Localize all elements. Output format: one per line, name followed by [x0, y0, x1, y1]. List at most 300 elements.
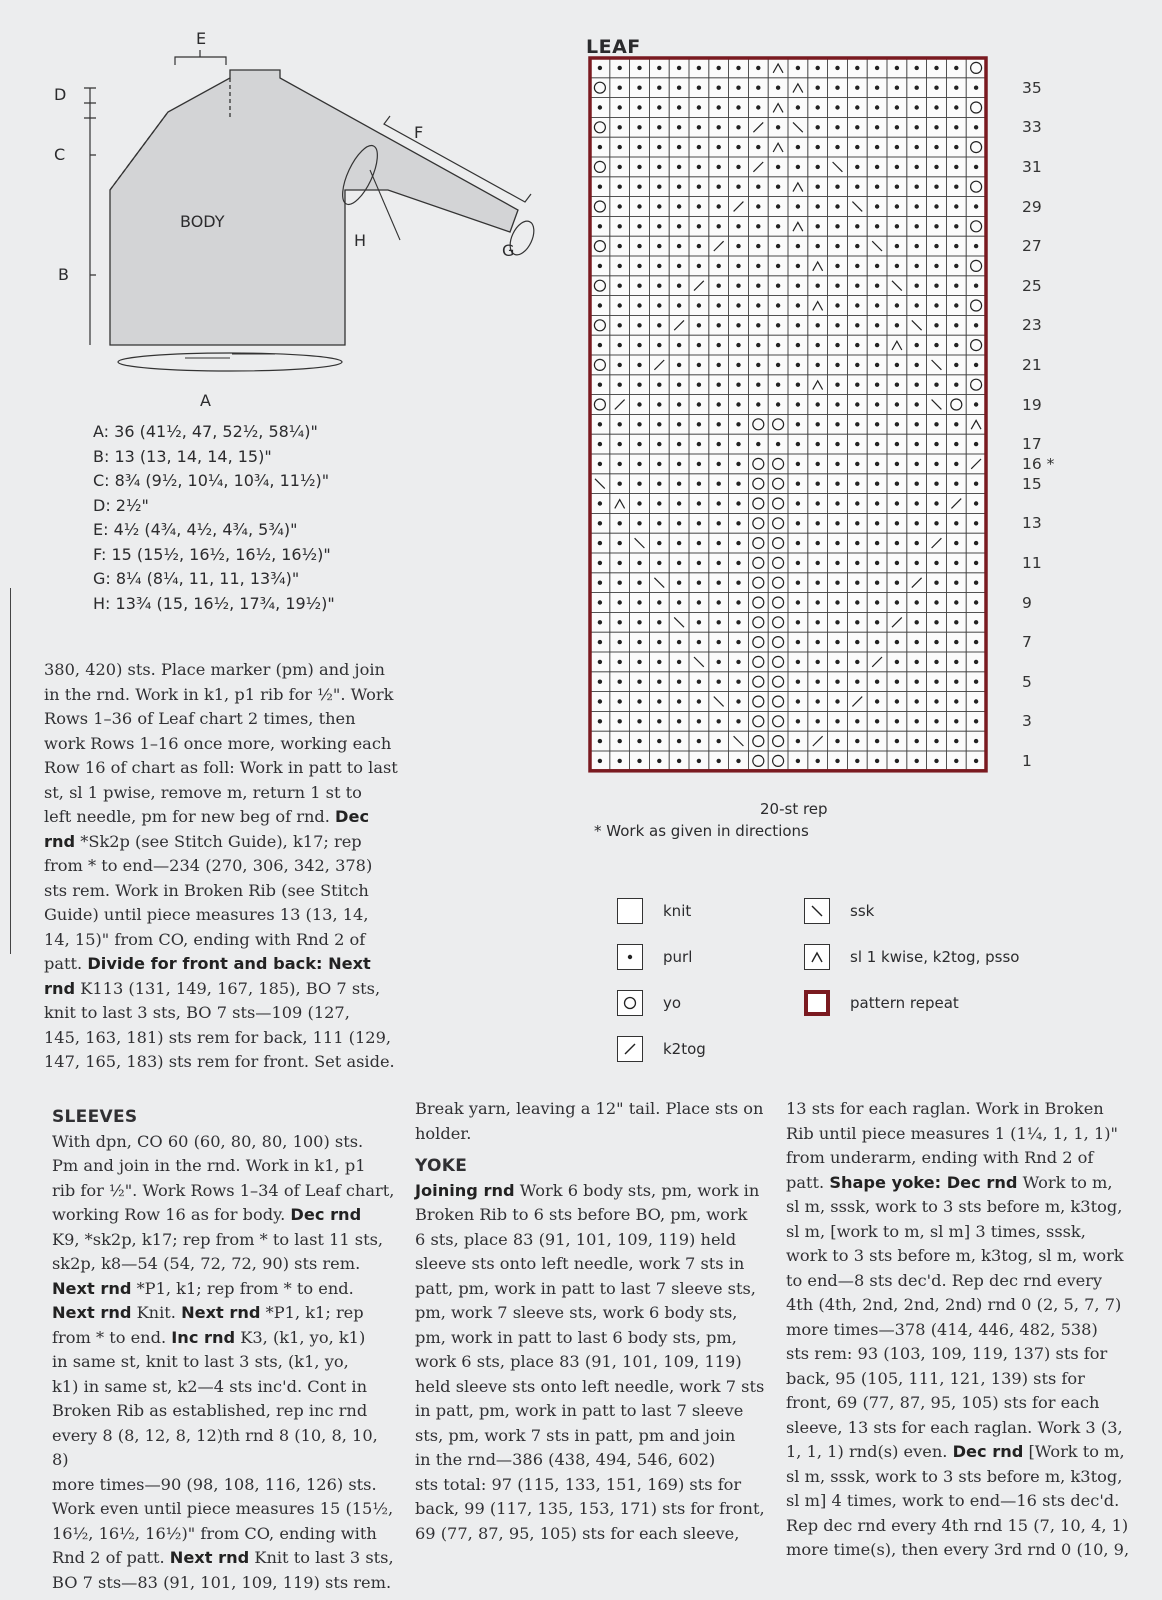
purl-symbol [875, 699, 879, 703]
purl-symbol [637, 561, 641, 565]
text-line [44, 683, 394, 708]
purl-symbol [835, 105, 839, 109]
purl-symbol [835, 224, 839, 228]
purl-symbol [954, 165, 958, 169]
purl-symbol [677, 303, 681, 307]
purl-symbol [816, 125, 820, 129]
text-run: from * to end—234 (270, 306, 342, 378) [44, 856, 373, 875]
purl-symbol [776, 363, 780, 367]
purl-symbol [934, 86, 938, 90]
purl-symbol [895, 105, 899, 109]
purl-symbol [637, 204, 641, 208]
purl-symbol [954, 640, 958, 644]
purl-symbol [598, 145, 602, 149]
purl-symbol [637, 739, 641, 743]
key-item [617, 944, 692, 970]
text-run: Row 16 of chart as foll: Work in patt to last [44, 758, 398, 777]
purl-symbol [934, 303, 938, 307]
purl-symbol [677, 699, 681, 703]
purl-symbol [954, 600, 958, 604]
measurement-line: A: 36 (41½, 47, 52½, 58¼)" [93, 422, 318, 441]
measurement-line: D: 2½" [93, 495, 149, 515]
key-label: purl [663, 948, 693, 966]
purl-symbol [915, 284, 919, 288]
purl-symbol [974, 165, 978, 169]
purl-symbol [934, 482, 938, 486]
purl-symbol [717, 581, 721, 585]
purl-symbol [855, 303, 859, 307]
purl-symbol [598, 620, 602, 624]
purl-symbol [677, 284, 681, 288]
purl-symbol [816, 343, 820, 347]
purl-symbol [756, 442, 760, 446]
purl-symbol [697, 581, 701, 585]
purl-symbol [934, 600, 938, 604]
purl-symbol [855, 501, 859, 505]
purl-symbol [915, 620, 919, 624]
text-line [44, 903, 394, 928]
purl-symbol [776, 224, 780, 228]
purl-symbol [895, 204, 899, 208]
text-line [52, 1179, 397, 1204]
row-number: 11 [1022, 554, 1042, 572]
purl-symbol [816, 620, 820, 624]
purl-symbol [835, 204, 839, 208]
text-run: sl m, [work to m, sl m] 3 times, sssk, [786, 1221, 1086, 1241]
purl-symbol [697, 343, 701, 347]
purl-symbol [736, 482, 740, 486]
purl-symbol [835, 719, 839, 723]
purl-symbol [954, 343, 958, 347]
text-line [44, 854, 394, 879]
text-line [44, 805, 394, 830]
text-run: Break yarn, leaving a 12" tail. Place sts on [415, 1099, 764, 1118]
purl-symbol [717, 600, 721, 604]
purl-symbol [875, 422, 879, 426]
text-line [786, 1195, 1156, 1220]
purl-symbol [915, 185, 919, 189]
purl-symbol [736, 303, 740, 307]
purl-symbol [895, 86, 899, 90]
text-line [52, 1326, 397, 1351]
bold-run: rnd [44, 978, 76, 998]
row-number: 35 [1022, 78, 1042, 97]
purl-symbol [796, 759, 800, 763]
purl-symbol [736, 501, 740, 505]
purl-symbol [974, 363, 978, 367]
purl-symbol [697, 323, 701, 327]
purl-symbol [796, 620, 800, 624]
purl-symbol [736, 244, 740, 248]
purl-symbol [657, 165, 661, 169]
purl-symbol [934, 699, 938, 703]
purl-symbol [835, 244, 839, 248]
purl-symbol [915, 165, 919, 169]
purl-symbol [974, 541, 978, 545]
purl-symbol [954, 303, 958, 307]
purl-symbol [677, 66, 681, 70]
purl-symbol [618, 422, 622, 426]
text-run: front, 69 (77, 87, 95, 105) sts for each [786, 1393, 1100, 1412]
purl-symbol [895, 402, 899, 406]
purl-symbol [954, 482, 958, 486]
purl-symbol [796, 680, 800, 684]
purl-symbol [598, 501, 602, 505]
purl-symbol [736, 323, 740, 327]
purl-symbol [697, 105, 701, 109]
text-run: work 6 sts, place 83 (91, 101, 109, 119) [415, 1352, 742, 1371]
purl-symbol [598, 105, 602, 109]
purl-symbol [934, 343, 938, 347]
purl-symbol [934, 521, 938, 525]
purl-symbol [697, 462, 701, 466]
purl-symbol [796, 284, 800, 288]
purl-symbol [835, 383, 839, 387]
text-line [44, 952, 394, 977]
purl-symbol [677, 561, 681, 565]
purl-symbol [954, 719, 958, 723]
purl-symbol [697, 739, 701, 743]
key-item [617, 1036, 706, 1062]
purl-symbol [835, 323, 839, 327]
text-line [44, 781, 394, 806]
purl-symbol [736, 105, 740, 109]
purl-symbol [598, 660, 602, 664]
text-run: patt, pm, work in patt to last 7 sleeve sts, [415, 1278, 756, 1298]
purl-symbol [915, 363, 919, 367]
bold-run: Dec [335, 807, 370, 826]
purl-symbol [835, 501, 839, 505]
purl-symbol [736, 264, 740, 268]
purl-symbol [915, 719, 919, 723]
purl-symbol [756, 402, 760, 406]
purl-symbol [816, 501, 820, 505]
purl-symbol [657, 86, 661, 90]
purl-symbol [835, 482, 839, 486]
purl-symbol [776, 442, 780, 446]
purl-symbol [934, 462, 938, 466]
purl-symbol [697, 145, 701, 149]
purl-symbol [934, 680, 938, 684]
purl-symbol [954, 185, 958, 189]
purl-symbol [895, 600, 899, 604]
text-line [52, 1277, 397, 1302]
purl-symbol [835, 561, 839, 565]
purl-symbol [657, 244, 661, 248]
purl-symbol [736, 125, 740, 129]
purl-symbol [637, 501, 641, 505]
text-run: more time(s), then every 3rd rnd 0 (10, 9, [786, 1540, 1130, 1559]
purl-symbol [895, 759, 899, 763]
purl-symbol [657, 719, 661, 723]
row-number: 31 [1022, 158, 1042, 176]
purl-symbol [796, 66, 800, 70]
purl-symbol [954, 759, 958, 763]
purl-symbol [934, 501, 938, 505]
row-number: 29 [1022, 197, 1042, 216]
purl-symbol [657, 442, 661, 446]
purl-symbol [637, 383, 641, 387]
purl-symbol [816, 561, 820, 565]
purl-symbol [618, 660, 622, 664]
text-run: sl m] 4 times, work to end—16 sts dec'd. [786, 1491, 1120, 1510]
text-line [52, 1399, 397, 1424]
text-line [52, 1522, 397, 1547]
text-run: pm, work in patt to last 6 body sts, pm, [415, 1327, 737, 1347]
purl-symbol [855, 660, 859, 664]
purl-symbol [618, 521, 622, 525]
purl-symbol [875, 185, 879, 189]
purl-symbol [736, 402, 740, 406]
purl-symbol [776, 402, 780, 406]
purl-symbol [677, 462, 681, 466]
purl-symbol [677, 185, 681, 189]
text-line [415, 1424, 770, 1449]
purl-symbol [835, 185, 839, 189]
purl-symbol [934, 719, 938, 723]
text-line [415, 1497, 770, 1522]
purl-symbol [974, 442, 978, 446]
text-line [52, 1473, 397, 1498]
label-body: BODY [180, 212, 225, 231]
purl-symbol [974, 501, 978, 505]
text-line [415, 1448, 770, 1473]
text-run: knit to last 3 sts, BO 7 sts—109 (127, [44, 1003, 350, 1022]
text-run: Rows 1–36 of Leaf chart 2 times, then [44, 709, 356, 728]
purl-symbol [915, 343, 919, 347]
text-run: in the rnd—386 (438, 494, 546, 602) [415, 1450, 716, 1469]
text-line [44, 732, 394, 757]
purl-symbol [736, 719, 740, 723]
purl-symbol [796, 323, 800, 327]
purl-symbol [598, 462, 602, 466]
text-run: K9, *sk2p, k17; rep from * to last 11 sts, [52, 1229, 384, 1249]
purl-symbol [954, 581, 958, 585]
purl-symbol [736, 185, 740, 189]
text-line [52, 1546, 397, 1571]
purl-symbol [796, 660, 800, 664]
purl-symbol [677, 759, 681, 763]
purl-symbol [717, 561, 721, 565]
purl-symbol [637, 462, 641, 466]
purl-symbol [855, 600, 859, 604]
purl-symbol [657, 759, 661, 763]
purl-symbol [637, 165, 641, 169]
purl-symbol [835, 303, 839, 307]
purl-symbol [637, 521, 641, 525]
text-run: 145, 163, 181) sts rem for back, 111 (129, [44, 1027, 392, 1047]
purl-symbol [717, 640, 721, 644]
purl-symbol [756, 303, 760, 307]
purl-symbol [618, 739, 622, 743]
purl-symbol [717, 224, 721, 228]
purl-symbol [736, 600, 740, 604]
purl-symbol [934, 185, 938, 189]
purl-symbol [855, 680, 859, 684]
bold-run: rnd [44, 831, 76, 851]
text-run: 13 sts for each raglan. Work in Broken [786, 1099, 1104, 1118]
purl-symbol [657, 343, 661, 347]
purl-symbol [717, 363, 721, 367]
purl-symbol [657, 541, 661, 545]
text-run: sleeve sts onto left needle, work 7 sts in [415, 1254, 745, 1273]
text-run: Knit to last 3 sts, [249, 1548, 394, 1567]
purl-symbol [954, 660, 958, 664]
text-run: *Sk2p (see Stitch Guide), k17; rep [75, 831, 362, 851]
purl-symbol [618, 323, 622, 327]
key-item [804, 990, 959, 1016]
purl-symbol [736, 422, 740, 426]
purl-symbol [618, 343, 622, 347]
purl-symbol [796, 204, 800, 208]
bold-run: Inc rnd [171, 1327, 236, 1347]
purl-symbol [776, 303, 780, 307]
purl-symbol [915, 145, 919, 149]
purl-symbol [816, 699, 820, 703]
purl-symbol [598, 719, 602, 723]
purl-symbol [954, 125, 958, 129]
purl-symbol [915, 383, 919, 387]
purl-symbol [855, 581, 859, 585]
purl-symbol [895, 66, 899, 70]
purl-symbol [598, 759, 602, 763]
text-run: more times—378 (414, 446, 482, 538) [786, 1319, 1098, 1339]
text-line [52, 1154, 397, 1179]
bold-run: Next rnd [52, 1303, 132, 1322]
purl-symbol [657, 699, 661, 703]
text-line [44, 977, 394, 1002]
label-b: B [58, 265, 69, 284]
purl-symbol [855, 739, 859, 743]
purl-symbol [756, 105, 760, 109]
purl-symbol [915, 125, 919, 129]
text-run: Work even until piece measures 15 (15½, [52, 1499, 394, 1518]
purl-symbol [697, 699, 701, 703]
purl-symbol [697, 264, 701, 268]
purl-symbol [637, 482, 641, 486]
purl-symbol [756, 383, 760, 387]
purl-symbol [657, 204, 661, 208]
purl-symbol [974, 620, 978, 624]
purl-symbol [598, 224, 602, 228]
purl-symbol [835, 759, 839, 763]
bold-run: Next rnd [181, 1303, 261, 1322]
purl-symbol [895, 422, 899, 426]
label-d: D [54, 85, 67, 104]
row-number: 25 [1022, 276, 1042, 295]
purl-symbol [637, 66, 641, 70]
purl-symbol [915, 422, 919, 426]
purl-symbol [657, 383, 661, 387]
measurement-line: C: 8¾ (9½, 10¼, 10¾, 11½)" [93, 471, 330, 490]
purl-symbol [816, 521, 820, 525]
purl-symbol [637, 185, 641, 189]
purl-symbol [657, 660, 661, 664]
purl-symbol [915, 759, 919, 763]
purl-symbol [934, 284, 938, 288]
purl-symbol [895, 224, 899, 228]
purl-symbol [657, 501, 661, 505]
text-line [52, 1130, 397, 1155]
row-number: 33 [1022, 118, 1042, 137]
purl-symbol [657, 323, 661, 327]
purl-symbol [657, 422, 661, 426]
key-item [617, 898, 691, 924]
text-run: 69 (77, 87, 95, 105) sts for each sleeve, [415, 1523, 740, 1543]
purl-symbol [677, 739, 681, 743]
text-run: sts total: 97 (115, 133, 151, 169) sts for [415, 1474, 742, 1494]
purl-symbol [697, 521, 701, 525]
purl-symbol [717, 66, 721, 70]
text-run: Broken Rib as established, rep inc rnd [52, 1401, 368, 1420]
key-label: k2tog [663, 1040, 706, 1058]
purl-symbol [855, 264, 859, 268]
text-line [786, 1391, 1156, 1416]
row-number: 23 [1022, 316, 1042, 335]
purl-symbol [618, 759, 622, 763]
purl-symbol [816, 363, 820, 367]
purl-symbol [974, 402, 978, 406]
purl-symbol [974, 660, 978, 664]
row-number: 17 [1022, 435, 1042, 454]
purl-symbol [855, 363, 859, 367]
label-h: H [354, 231, 367, 250]
purl-symbol [756, 86, 760, 90]
row-number: 3 [1022, 712, 1032, 731]
text-run: sl m, sssk, work to 3 sts before m, k3tog, [786, 1197, 1123, 1216]
text-line [415, 1473, 770, 1498]
purl-symbol [697, 125, 701, 129]
purl-symbol [835, 521, 839, 525]
purl-symbol [835, 699, 839, 703]
purl-symbol [915, 660, 919, 664]
purl-symbol [598, 699, 602, 703]
repeat-label: 20-st rep [760, 800, 828, 818]
purl-symbol [618, 165, 622, 169]
text-run: held sleeve sts onto left needle, work 7 sts [415, 1376, 765, 1396]
text-line [52, 1571, 397, 1596]
purl-symbol [756, 244, 760, 248]
text-run: sts rem: 93 (103, 109, 119, 137) sts for [786, 1344, 1108, 1363]
purl-symbol [677, 105, 681, 109]
purl-symbol [954, 739, 958, 743]
row-number: 16 * [1022, 455, 1055, 473]
text-line [415, 1179, 770, 1204]
purl-symbol [835, 581, 839, 585]
row-number: 5 [1022, 672, 1032, 691]
purl-symbol [895, 699, 899, 703]
purl-symbol [954, 462, 958, 466]
purl-symbol [776, 125, 780, 129]
purl-symbol [717, 185, 721, 189]
purl-symbol [915, 501, 919, 505]
text-line [44, 658, 394, 683]
text-run: sts, pm, work 7 sts in patt, pm and join [415, 1425, 736, 1445]
purl-symbol [637, 105, 641, 109]
purl-symbol [934, 739, 938, 743]
purl-symbol [796, 600, 800, 604]
purl-symbol [796, 343, 800, 347]
purl-symbol [816, 541, 820, 545]
purl-symbol [756, 204, 760, 208]
yoke-heading: YOKE [415, 1156, 468, 1176]
text-line [52, 1252, 397, 1277]
purl-symbol [736, 581, 740, 585]
purl-symbol [835, 284, 839, 288]
purl-symbol [677, 343, 681, 347]
purl-symbol [875, 204, 879, 208]
purl-symbol [915, 521, 919, 525]
